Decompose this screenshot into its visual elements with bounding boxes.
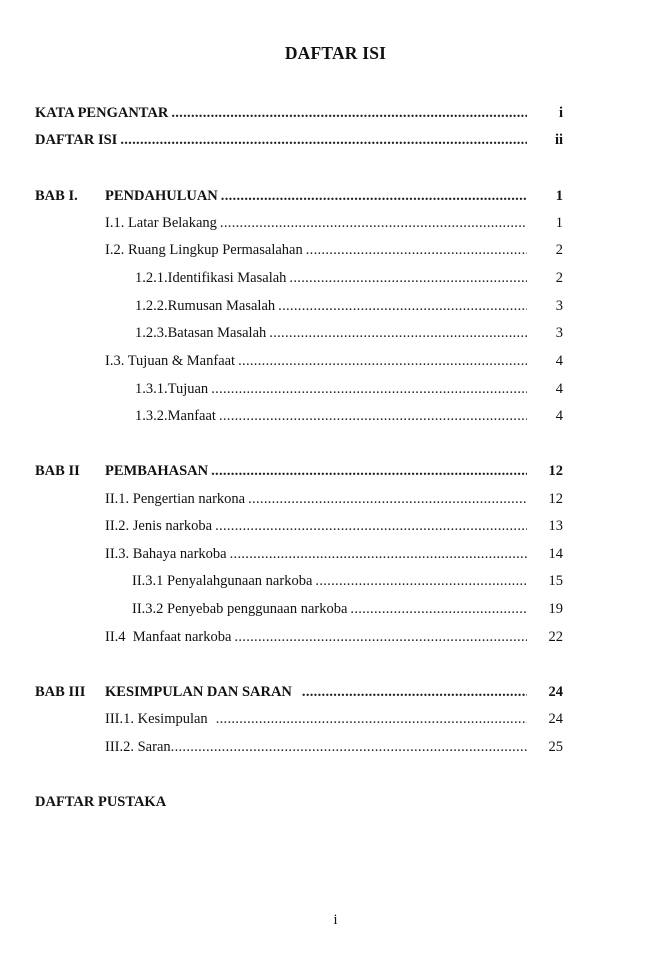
chapter-number: BAB I. [35, 188, 78, 204]
toc-row-bab-3[interactable] [35, 682, 563, 702]
toc-page-number: 22 [548, 629, 563, 645]
toc-leader-dots [302, 682, 527, 702]
chapter-number: BAB II [35, 463, 80, 479]
toc-page-number: 1 [555, 215, 563, 231]
toc-leader-dots [120, 130, 527, 150]
toc-row[interactable] [35, 599, 563, 619]
page-number: i [333, 912, 338, 928]
toc-label: PENDAHULUAN [105, 188, 218, 204]
toc-page-number: 4 [555, 408, 563, 424]
toc-label: II.3.2 Penyebab penggunaan narkoba [132, 601, 348, 617]
toc-label: KESIMPULAN DAN SARAN [105, 684, 292, 700]
toc-page-number: 12 [548, 491, 563, 507]
toc-leader-dots [306, 240, 527, 260]
toc-leader-dots [221, 186, 527, 206]
chapter-number: BAB III [35, 684, 86, 700]
toc-leader-dots [171, 737, 527, 757]
toc-label: III.2. Saran [105, 739, 171, 755]
toc-page-number: 2 [555, 270, 563, 286]
toc-row[interactable] [35, 351, 563, 371]
toc-leader-dots [230, 544, 527, 564]
toc-leader-dots [216, 709, 527, 729]
toc-row[interactable] [35, 709, 563, 729]
toc-leader-dots [219, 406, 527, 426]
toc-page-number: 15 [548, 573, 563, 589]
toc-row[interactable] [35, 571, 563, 591]
toc-page-number: 4 [555, 381, 563, 397]
toc-label: II.1. Pengertian narkona [105, 491, 246, 507]
toc-row[interactable] [35, 737, 563, 757]
toc-page-number: 1 [555, 188, 563, 204]
toc-row-kata-pengantar[interactable] [35, 103, 563, 123]
toc-label: II.4 Manfaat narkoba [105, 629, 232, 645]
toc-row[interactable] [35, 544, 563, 564]
toc-label: 1.2.1.Identifikasi Masalah [135, 270, 287, 286]
toc-page-number: 19 [548, 601, 563, 617]
toc-label: 1.2.3.Batasan Masalah [135, 325, 267, 341]
toc-row[interactable] [35, 406, 563, 426]
toc-page-number: 2 [555, 242, 563, 258]
toc-leader-dots [234, 627, 527, 647]
toc-leader-dots [220, 213, 527, 233]
toc-row-bab-1[interactable] [35, 186, 563, 206]
toc-label: II.2. Jenis narkoba [105, 518, 213, 534]
toc-page-number: 12 [548, 463, 563, 479]
toc-row[interactable] [35, 379, 563, 399]
toc-label: II.3. Bahaya narkoba [105, 546, 227, 562]
toc-label: II.3.1 Penyalahgunaan narkoba [132, 573, 313, 589]
toc-label: 1.3.1.Tujuan [135, 381, 209, 397]
toc-label: I.2. Ruang Lingkup Permasalahan [105, 242, 303, 258]
toc-row[interactable] [35, 516, 563, 536]
toc-row-daftar-isi[interactable] [35, 130, 563, 150]
toc-row-bab-2[interactable] [35, 461, 563, 481]
toc-label: 1.2.2.Rumusan Masalah [135, 298, 276, 314]
toc-page-number: 24 [548, 711, 563, 727]
toc-page-number: 13 [548, 518, 563, 534]
toc-page-number: 4 [555, 353, 563, 369]
toc-row[interactable] [35, 627, 563, 647]
toc-leader-dots [211, 461, 527, 481]
toc-label: 1.3.2.Manfaat [135, 408, 216, 424]
toc-leader-dots [238, 351, 527, 371]
toc-row[interactable] [35, 240, 563, 260]
toc-row[interactable] [35, 323, 563, 343]
toc-row[interactable] [35, 489, 563, 509]
toc-leader-dots [248, 489, 527, 509]
toc-row[interactable] [35, 296, 563, 316]
toc-page-number: i [558, 105, 563, 121]
toc-leader-dots [211, 379, 527, 399]
toc-row[interactable] [35, 268, 563, 288]
toc-page-number: 25 [548, 739, 563, 755]
document-title: DAFTAR ISI [284, 43, 387, 63]
toc-page-number: 3 [555, 325, 563, 341]
toc-page-number: 24 [548, 684, 563, 700]
daftar-pustaka-heading[interactable]: DAFTAR PUSTAKA [35, 794, 167, 810]
toc-label: DAFTAR ISI [35, 132, 118, 148]
toc-label: I.3. Tujuan & Manfaat [105, 353, 236, 369]
toc-label: KATA PENGANTAR [35, 105, 169, 121]
toc-page-number: ii [554, 132, 563, 148]
toc-leader-dots [171, 103, 527, 123]
toc-row[interactable] [35, 213, 563, 233]
toc-leader-dots [315, 571, 527, 591]
toc-leader-dots [215, 516, 527, 536]
toc-page-number: 3 [555, 298, 563, 314]
toc-label: PEMBAHASAN [105, 463, 209, 479]
toc-leader-dots [289, 268, 527, 288]
toc-leader-dots [278, 296, 527, 316]
toc-page-number: 14 [548, 546, 563, 562]
toc-label: III.1. Kesimpulan [105, 711, 208, 727]
toc-leader-dots [269, 323, 527, 343]
toc-leader-dots [350, 599, 527, 619]
toc-label: I.1. Latar Belakang [105, 215, 217, 231]
